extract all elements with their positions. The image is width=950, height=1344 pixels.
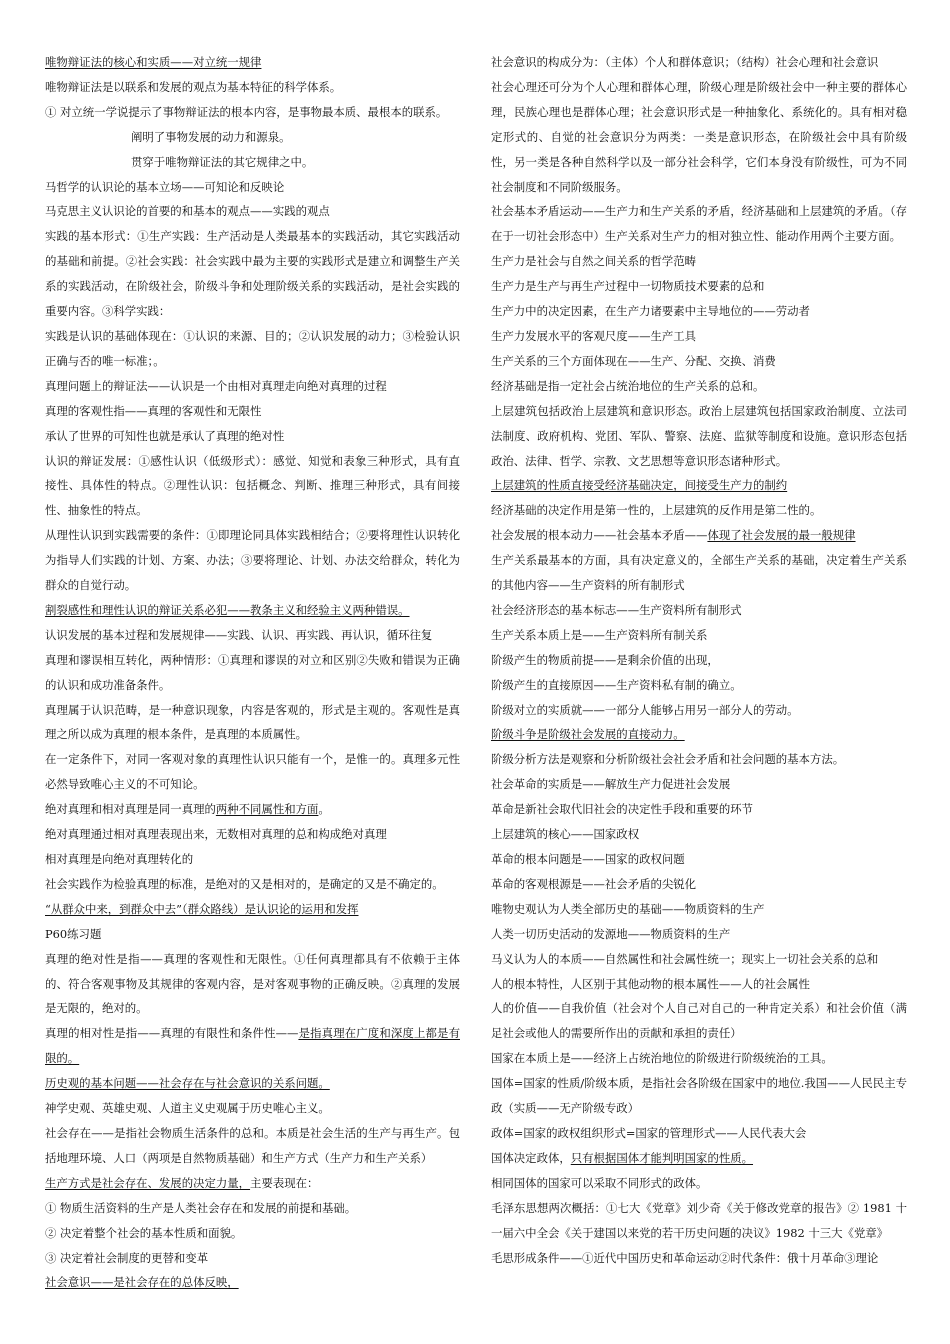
paragraph	[491, 1196, 907, 1246]
paragraph-text: 绝对真理通过相对真理表现出来，无数相对真理的总和构成绝对真理	[45, 827, 387, 842]
paragraph	[491, 797, 907, 822]
paragraph-text: 实践的基本形式：①生产实践：生产活动是人类最基本的实践活动，其它实践活动的基础和前提。②社会实践：社会实践中最为主要的实践形式是建立和调整生产关系的实践活动，在阶级社会，阶级斗争和处理阶级关系的实践活动，是社会实践的重要内容。③科学实践：	[45, 229, 460, 319]
paragraph-text: 上层建筑的核心——国家政权	[491, 827, 640, 842]
paragraph	[491, 1246, 907, 1271]
paragraph	[45, 399, 460, 424]
paragraph-text: 国体=国家的性质/阶级本质，是指社会各阶级在国家中的地位.我国——人民民主专政（实质——无产阶级专政）	[491, 1076, 907, 1116]
paragraph	[491, 274, 907, 299]
paragraph	[45, 449, 460, 524]
paragraph-text: 真理问题上的辩证法——认识是一个由相对真理走向绝对真理的过程	[45, 378, 387, 393]
paragraph-text: 毛泽东思想两次概括：①七大《党章》刘少奇《关于修改党章的报告》② 1981 十一届六中全会《关于建国以来党的若干历史问题的决议》1982 十三大《党章》	[491, 1200, 907, 1240]
paragraph-text: ① 对立统一学说提示了事物辩证法的根本内容，是事物最本质、最根本的联系。	[45, 104, 448, 119]
paragraph-text: 社会意识——是社会存在的总体反映，	[45, 1275, 239, 1290]
paragraph	[45, 623, 460, 648]
paragraph-text: ② 决定着整个社会的基本性质和面貌。	[45, 1225, 243, 1240]
paragraph	[45, 1021, 460, 1071]
paragraph-text: 阶级斗争是阶级社会发展的直接动力。	[491, 727, 685, 742]
paragraph	[491, 598, 907, 623]
paragraph	[45, 50, 460, 75]
paragraph	[491, 1171, 907, 1196]
paragraph	[45, 648, 460, 698]
paragraph	[491, 996, 907, 1046]
paragraph	[491, 1121, 907, 1146]
paragraph-text: 相同国体的国家可以采取不同形式的政体。	[491, 1175, 708, 1190]
left-column	[45, 50, 460, 1295]
paragraph-text: 毛思形成条件——①近代中国历史和革命运动②时代条件：俄十月革命③理论	[491, 1250, 879, 1265]
paragraph-text: 真理的绝对性是指——真理的客观性和无限性。①任何真理都具有不依赖于主体的、符合客观事物及其规律的客观内容，是对客观事物的正确反映。②真理的发展是无限的，绝对的。	[45, 951, 460, 1016]
paragraph	[45, 1171, 460, 1196]
paragraph-text: 从理性认识到实践需要的条件：①即理论同具体实践相结合；②要将理性认识转化为指导人们实践的计划、方案、办法；③要将理论、计划、办法交给群众，转化为群众的自觉行动。	[45, 528, 460, 593]
paragraph-text: 真理的客观性指——真理的客观性和无限性	[45, 403, 262, 418]
paragraph-text: 真理的相对性是指——真理的有限性和条件性——	[45, 1026, 299, 1041]
paragraph-text: 马义认为人的本质——自然属性和社会属性统一；现实上一切社会关系的总和	[491, 951, 879, 966]
paragraph	[491, 399, 907, 474]
paragraph	[491, 947, 907, 972]
paragraph-text: 革命的客观根源是——社会矛盾的尖锐化	[491, 876, 697, 891]
paragraph	[491, 324, 907, 349]
paragraph-text: 历史观的基本问题——社会存在与社会意识的关系问题。	[45, 1076, 330, 1091]
paragraph	[491, 822, 907, 847]
paragraph-text: 政体=国家的政权组织形式=国家的管理形式——人民代表大会	[491, 1125, 807, 1140]
paragraph	[491, 747, 907, 772]
paragraph-text: 革命的根本问题是——国家的政权问题	[491, 852, 685, 866]
paragraph-text: ③ 决定着社会制度的更替和变革	[45, 1250, 209, 1265]
underlined-text: 两种不同属性和方面	[215, 802, 319, 817]
paragraph-text: 经济基础是指一定社会占统治地位的生产关系的总和。	[491, 378, 765, 393]
paragraph-text-tail: 主要表现在：	[250, 1175, 319, 1190]
paragraph-text: 真理和谬误相互转化，两种情形：①真理和谬误的对立和区别②失败和错误为正确的认识和成功准备条件。	[45, 652, 460, 692]
paragraph	[491, 722, 907, 747]
paragraph	[491, 349, 907, 374]
paragraph	[45, 1246, 460, 1271]
paragraph-text: 阐明了事物发展的动力和源泉。	[131, 129, 291, 144]
paragraph-text: 上层建筑的性质直接受经济基础决定，间接受生产力的制约	[491, 478, 788, 493]
paragraph	[491, 698, 907, 723]
paragraph-text: 实践是认识的基础体现在：①认识的来源、目的；②认识发展的动力；③检验认识正确与否的唯一标准；。	[45, 328, 460, 368]
paragraph-text: 上层建筑包括政治上层建筑和意识形态。政治上层建筑包括国家政治制度、立法司法制度、政府机构、党团、军队、警察、法庭、监狱等制度和设施。意识形态包括政治、法律、哲学、宗教、文艺思想等意识形态诸种形式。	[491, 403, 907, 468]
paragraph	[491, 922, 907, 947]
paragraph	[45, 698, 460, 748]
paragraph-text: 神学史观、英雄史观、人道主义史观属于历史唯心主义。	[45, 1101, 330, 1116]
paragraph-text: 社会实践作为检验真理的标准，是绝对的又是相对的，是确定的又是不确定的。	[45, 876, 444, 891]
paragraph-text: 阶级产生的物质前提——是剩余价值的出现，	[491, 652, 719, 667]
paragraph	[491, 847, 907, 872]
paragraph-text: 生产力中的决定因素，在生产力诸要素中主导地位的——劳动者	[491, 304, 810, 319]
paragraph	[45, 797, 460, 822]
paragraph	[491, 1046, 907, 1071]
paragraph	[491, 872, 907, 897]
paragraph	[45, 125, 460, 150]
paragraph-text-tail: 。	[318, 802, 330, 817]
paragraph-text: 生产关系本质上是——生产资料所有制关系	[491, 627, 708, 642]
paragraph	[491, 897, 907, 922]
paragraph-text: 马克思主义认识论的首要的和基本的观点——实践的观点	[45, 204, 330, 219]
paragraph	[45, 847, 460, 872]
paragraph	[45, 75, 460, 100]
paragraph	[45, 324, 460, 374]
underlined-text: 只有根据国体才能判明国家的性质。	[570, 1150, 754, 1165]
paragraph-text: 生产力是社会与自然之间关系的哲学范畴	[491, 254, 697, 269]
paragraph	[491, 548, 907, 598]
paragraph	[45, 175, 460, 200]
paragraph	[491, 523, 907, 548]
paragraph-text: 贯穿于唯物辩证法的其它规律之中。	[131, 154, 314, 169]
paragraph	[491, 199, 907, 249]
paragraph-text: 生产关系最基本的方面，具有决定意义的，全部生产关系的基础，决定着生产关系的其他内容——生产资料的所有制形式	[491, 553, 907, 593]
paragraph-text: 国体决定政体，	[491, 1150, 571, 1165]
paragraph-text: 社会基本矛盾运动——生产力和生产关系的矛盾，经济基础和上层建筑的矛盾。（存在于一切社会形态中）生产关系对生产力的相对独立性、能动作用两个主要方面。	[491, 204, 907, 244]
underlined-text: 生产方式是社会存在、发展的决定力量，	[45, 1175, 251, 1190]
paragraph	[45, 199, 460, 224]
paragraph-text: 社会发展的根本动力——社会基本矛盾——	[491, 528, 708, 543]
paragraph	[491, 299, 907, 324]
paragraph-text: 认识发展的基本过程和发展规律——实践、认识、再实践、再认识，循环往复	[45, 627, 433, 642]
paragraph	[45, 1096, 460, 1121]
paragraph-text: 人的根本特性，人区别于其他动物的根本属性——人的社会属性	[491, 976, 810, 991]
paragraph-text: 割裂感性和理性认识的辩证关系必犯——教条主义和经验主义两种错误。	[45, 602, 410, 617]
paragraph-text: 社会存在——是指社会物质生活条件的总和。本质是社会生活的生产与再生产。包括地理环境、人口（两项是自然物质基础）和生产方式（生产力和生产关系）	[45, 1125, 460, 1165]
paragraph	[491, 772, 907, 797]
paragraph	[491, 972, 907, 997]
paragraph-text: 阶级产生的直接原因——生产资料私有制的确立。	[491, 677, 742, 692]
paragraph	[45, 1121, 460, 1171]
paragraph	[45, 1221, 460, 1246]
paragraph	[491, 498, 907, 523]
paragraph	[491, 374, 907, 399]
paragraph	[491, 623, 907, 648]
paragraph-text: 生产力是生产与再生产过程中一切物质技术要素的总和	[491, 279, 765, 294]
paragraph-text: 唯物史观认为人类全部历史的基础——物质资料的生产	[491, 901, 765, 916]
paragraph	[45, 523, 460, 598]
paragraph	[45, 897, 460, 922]
paragraph-text: P60练习题	[45, 926, 102, 941]
paragraph	[491, 50, 907, 75]
paragraph	[45, 224, 460, 324]
paragraph	[45, 598, 460, 623]
paragraph-text: 经济基础的决定作用是第一性的，上层建筑的反作用是第二性的。	[491, 503, 822, 518]
paragraph	[45, 947, 460, 1022]
paragraph	[45, 150, 460, 175]
paragraph	[491, 75, 907, 200]
right-column	[491, 50, 907, 1270]
paragraph-text: 承认了世界的可知性也就是承认了真理的绝对性	[45, 428, 285, 443]
paragraph	[45, 822, 460, 847]
paragraph	[491, 1071, 907, 1121]
paragraph-text: 革命是新社会取代旧社会的决定性手段和重要的环节	[491, 802, 753, 817]
paragraph	[45, 872, 460, 897]
paragraph-text: 人类一切历史活动的发源地——物质资料的生产	[491, 926, 731, 941]
paragraph-text: 社会革命的实质是——解放生产力促进社会发展	[491, 777, 731, 792]
paragraph-text: 生产力发展水平的客观尺度——生产工具	[491, 328, 697, 343]
paragraph-text: 唯物辩证法是以联系和发展的观点为基本特征的科学体系。	[45, 79, 342, 94]
paragraph-text: 社会意识的构成分为：（主体）个人和群体意识；（结构）社会心理和社会意识	[491, 55, 879, 69]
paragraph-text: 阶级分析方法是观察和分析阶级社会社会矛盾和社会问题的基本方法。	[491, 752, 845, 767]
paragraph-text: 马哲学的认识论的基本立场——可知论和反映论	[45, 179, 285, 194]
paragraph-text: ① 物质生活资料的生产是人类社会存在和发展的前提和基础。	[45, 1200, 357, 1215]
paragraph-text: 唯物辩证法的核心和实质——对立统一规律	[45, 55, 262, 69]
paragraph-text: 生产关系的三个方面体现在——生产、分配、交换、消费	[491, 353, 776, 368]
paragraph	[491, 473, 907, 498]
paragraph	[491, 673, 907, 698]
underlined-text: 体现了社会发展的最一般规律	[707, 528, 856, 543]
paragraph-text: 绝对真理和相对真理是同一真理的	[45, 802, 216, 817]
paragraph	[45, 1196, 460, 1221]
paragraph-text: 社会心理还可分为个人心理和群体心理，阶级心理是阶级社会中一种主要的群体心理，民族心理也是群体心理；社会意识形式是一种抽象化、系统化的。具有相对稳定形式的、自觉的社会意识分为两类：一类是意识形态，在阶级社会中具有阶级性，另一类是各种自然科学以及一部分社会科学，它们本身没有阶级性，可为不同社会制度和不同阶级服务。	[491, 79, 907, 194]
paragraph-text: 社会经济形态的基本标志——生产资料所有制形式	[491, 602, 742, 617]
paragraph	[45, 922, 460, 947]
paragraph	[45, 374, 460, 399]
paragraph-text: 认识的辩证发展：①感性认识（低级形式）：感觉、知觉和表象三种形式，具有直接性、具体性的特点。②理性认识：包括概念、判断、推理三种形式，具有间接性、抽象性的特点。	[45, 453, 460, 518]
paragraph-text: 人的价值——自我价值（社会对个人自己对自己的一种肯定关系）和社会价值（满足社会或他人的需要所作出的贡献和承担的责任）	[491, 1001, 907, 1041]
paragraph	[45, 1071, 460, 1096]
paragraph	[45, 424, 460, 449]
paragraph	[491, 249, 907, 274]
paragraph	[491, 1146, 907, 1171]
paragraph-text: 真理属于认识范畴，是一种意识现象，内容是客观的，形式是主观的。客观性是真理之所以成为真理的根本条件，是真理的本质属性。	[45, 702, 460, 742]
underlined-text: 是指真理在广度和深度上都是有限的。	[45, 1026, 460, 1066]
paragraph	[491, 648, 907, 673]
paragraph-text: “从群众中来，到群众中去”（群众路线）是认识论的运用和发挥	[45, 901, 359, 916]
paragraph	[45, 100, 460, 125]
paragraph-text: 国家在本质上是——经济上占统治地位的阶级进行阶级统治的工具。	[491, 1051, 833, 1066]
paragraph-text: 在一定条件下，对同一客观对象的真理性认识只能有一个，是惟一的。真理多元性必然导致唯心主义的不可知论。	[45, 752, 460, 792]
paragraph-text: 阶级对立的实质就——一部分人能够占用另一部分人的劳动。	[491, 702, 799, 717]
paragraph	[45, 747, 460, 797]
paragraph-text: 相对真理是向绝对真理转化的	[45, 852, 194, 866]
paragraph	[45, 1270, 460, 1295]
